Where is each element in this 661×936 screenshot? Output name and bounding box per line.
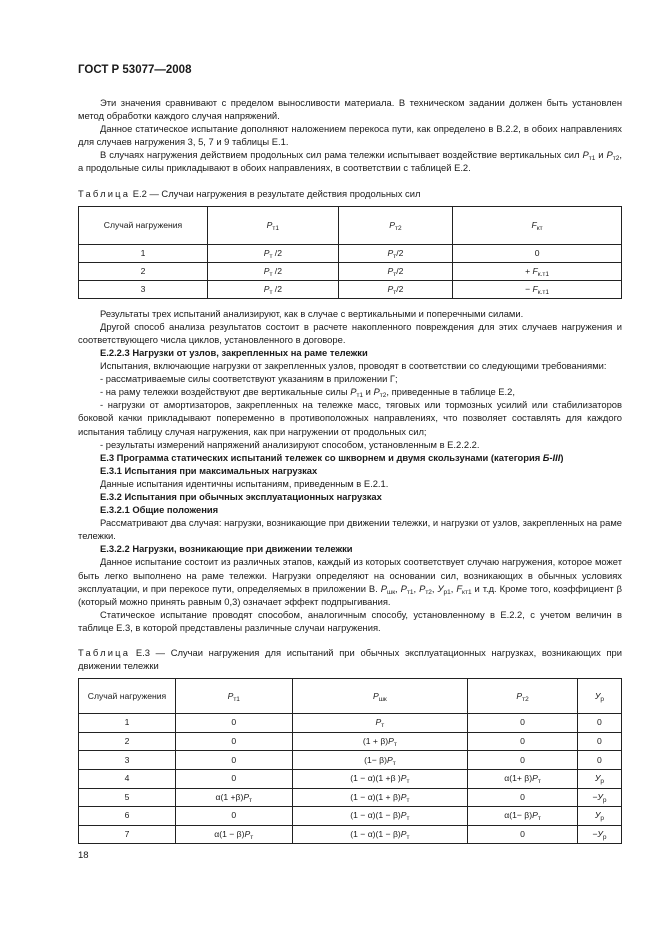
text-run: P — [380, 582, 387, 594]
text-run: P — [532, 773, 538, 784]
text-run: - на раму тележки воздействуют две вертикальные силы — [100, 386, 351, 398]
section-heading — [78, 542, 622, 555]
subscript: т — [406, 834, 410, 841]
text-section-a — [78, 96, 622, 175]
table-cell — [79, 751, 176, 770]
text-run: 0 — [231, 736, 237, 747]
text-run: Испытания, включающие нагрузки от закрепленных узлов, проводят в соответствии со следующими требованиями: — [100, 360, 607, 372]
paragraph — [78, 477, 622, 490]
table-cell — [338, 244, 452, 262]
table-cell — [468, 769, 578, 788]
subscript: т2 — [379, 392, 387, 400]
section-heading — [78, 346, 622, 359]
table-cell — [208, 280, 339, 298]
table-cell — [468, 807, 578, 826]
subscript: т — [406, 796, 410, 804]
text-run: −У — [592, 791, 603, 802]
text-run: и — [363, 386, 374, 398]
text-run: P — [582, 149, 589, 161]
text-run: Данные испытания идентичны испытаниям, приведенным в Е.2.1. — [100, 477, 389, 489]
page-number: 18 — [78, 850, 89, 861]
column-header — [292, 679, 468, 714]
table-row — [79, 825, 622, 844]
paragraph — [78, 398, 622, 437]
table-cell — [79, 244, 208, 262]
text-run: (1 − α)(1 − β) — [350, 829, 401, 839]
table-cell — [577, 714, 621, 733]
text-run: P — [400, 810, 407, 821]
subscript: т1 — [356, 392, 364, 400]
paragraph — [78, 96, 622, 122]
subscript: т — [393, 252, 397, 260]
text-run: , приведенные в таблице Е.2, — [386, 386, 515, 398]
text-run: P — [516, 690, 523, 701]
text-run: Случай нагружения — [87, 690, 167, 701]
paragraph — [78, 148, 622, 174]
subscript: т — [269, 270, 273, 278]
text-run: α(1+ β) — [504, 773, 533, 784]
table-row — [79, 244, 622, 262]
section-heading — [78, 451, 622, 464]
page-body — [78, 96, 622, 852]
text-run: P — [350, 386, 357, 398]
text-run: 0 — [597, 717, 602, 728]
text-run: , — [450, 582, 457, 594]
paragraph — [78, 359, 622, 372]
table-e3 — [78, 678, 622, 844]
text-run: α(1 − β) — [214, 829, 245, 839]
table-cell — [338, 262, 452, 280]
paragraph — [78, 608, 622, 634]
table-cell — [292, 769, 468, 788]
section-heading — [78, 503, 622, 516]
paragraph — [78, 320, 622, 346]
text-run: /2 — [272, 265, 282, 276]
text-run: 0 — [520, 736, 525, 747]
text-run: P — [375, 717, 382, 728]
text-run: P — [388, 736, 394, 747]
text-run: и — [595, 149, 607, 161]
table-row — [79, 714, 622, 733]
subscript: т — [393, 288, 397, 296]
table-cell — [468, 732, 578, 751]
text-run: P — [400, 773, 407, 784]
text-run: α(1 +β) — [215, 791, 244, 802]
text-run: (1 + β) — [362, 736, 389, 747]
text-run: F — [532, 265, 538, 276]
table-cell — [292, 751, 468, 770]
text-run: (1 − α)(1 − β) — [350, 810, 401, 821]
paragraph — [78, 122, 622, 148]
paragraph — [78, 516, 622, 542]
text-run: У — [594, 690, 601, 701]
paragraph — [78, 385, 622, 398]
table-cell — [338, 280, 452, 298]
paragraph — [78, 555, 622, 607]
subscript: р — [602, 796, 607, 804]
text-run: - рассматриваемые силы соответствуют указаниям в приложении Г; — [100, 373, 398, 385]
text-run: F — [456, 582, 463, 594]
table-cell — [79, 825, 176, 844]
text-run: 0 — [520, 754, 525, 765]
text-run: Е.3 Программа статических испытаний тележек со шкворнем и двумя скользунами (категория — [100, 451, 543, 463]
text-run: P — [263, 247, 270, 258]
text-run: P — [389, 219, 395, 230]
text-run: В случаях нагружения действием продольных сил рама тележки испытывает воздействие вертикальных сил — [100, 149, 583, 161]
text-run: Данное испытание состоит из различных этапов, каждый из которых соответствует случаю нагружения, которое может быть легко выполнено на раме тележки. Нагрузки определяют на основании сил, возникающих в обычных условиях эксплуатации, и при перекосе пути, определяемых в приложении В. — [78, 556, 622, 594]
text-run: Рассматривают два случая: нагрузки, возникающие при движении тележки, и нагрузки от узлов, закрепленных на раме тележки. — [78, 517, 622, 542]
text-run: P — [400, 791, 407, 802]
table-cell — [176, 769, 293, 788]
text-run: У — [437, 582, 444, 594]
document-header: ГОСТ Р 53077—2008 — [78, 64, 192, 76]
subscript: т — [406, 815, 410, 823]
text-run: Е.2.2.3 Нагрузки от узлов, закрепленных на раме тележки — [100, 346, 368, 358]
text-run: и т.д. Кроме того, коэффициент β (который можно принять равным 0,3) означает эффект подпрыгивания. — [78, 582, 623, 607]
table-row — [79, 751, 622, 770]
subscript: т2 — [522, 695, 529, 703]
text-run: 6 — [124, 810, 130, 821]
text-run: P — [244, 829, 251, 839]
table-cell — [176, 825, 293, 844]
table-cell — [176, 807, 293, 826]
column-header — [176, 679, 293, 714]
table-e2-caption: Таблица Е.2 — Случаи нагружения в результате действия продольных сил — [78, 187, 421, 199]
text-run: ) — [560, 451, 564, 463]
subscript: т — [537, 815, 541, 823]
text-run: 0 — [520, 791, 525, 802]
subscript: р1 — [443, 588, 451, 596]
table-cell — [577, 807, 621, 826]
text-section-b — [78, 307, 622, 634]
text-run: Эти значения сравнивают с пределом выносливости материала. В техническом задании должен быть установлен метод обработки каждого случая напряжений. — [78, 97, 622, 122]
section-heading — [78, 464, 622, 477]
text-run: У — [594, 810, 601, 821]
table-cell — [577, 732, 621, 751]
text-run: /2 — [396, 265, 404, 276]
text-run: P — [532, 810, 538, 821]
table-cell — [79, 280, 208, 298]
text-run: /2 — [396, 247, 404, 258]
table-cell — [453, 280, 622, 298]
subscript: т — [392, 759, 396, 767]
table-cell — [468, 825, 578, 844]
text-run: P — [400, 582, 407, 594]
text-run: 1 — [124, 717, 130, 728]
section-heading — [78, 490, 622, 503]
subscript: р — [600, 815, 604, 823]
text-run: F — [532, 283, 538, 294]
text-run: 0 — [534, 247, 540, 258]
table-cell — [79, 807, 176, 826]
text-run: −У — [592, 829, 603, 839]
table-cell — [292, 807, 468, 826]
text-run: P — [373, 386, 380, 398]
subscript: т1 — [233, 695, 240, 703]
paragraph — [78, 372, 622, 385]
text-run: 5 — [124, 791, 130, 802]
paragraph — [78, 307, 622, 320]
table-cell — [292, 732, 468, 751]
text-run: P — [387, 247, 394, 258]
column-header — [79, 679, 176, 714]
text-run: Случай нагружения — [103, 219, 183, 230]
table-row — [79, 280, 622, 298]
text-run: (1 − α)(1 +β ) — [350, 773, 401, 784]
text-run: (1− β) — [364, 754, 387, 765]
table-row — [79, 769, 622, 788]
table-row — [79, 262, 622, 280]
text-run: /2 — [396, 283, 404, 294]
text-run: α(1− β) — [504, 810, 533, 821]
table-cell — [453, 262, 622, 280]
table-cell — [468, 788, 578, 807]
subscript: кт1 — [462, 588, 472, 596]
table-e2 — [78, 206, 622, 299]
text-run: - результаты измерений напряжений анализируют способом, установленным в Е.2.2.2. — [100, 438, 480, 450]
column-header — [338, 206, 452, 244]
subscript: р — [600, 778, 604, 786]
subscript: шк — [378, 695, 387, 703]
text-run: Статическое испытание проводят способом, аналогичным способу, установленному в Е.2.2, с учетом величин в таблице Е.3, в которой представлены различные случаи нагружения. — [78, 608, 622, 633]
text-run: Данное статическое испытание дополняют наложением перекоса пути, как определено в В.2.2, в обоих направлениях для случаев нагружения 3, 5, 7 и 9 таблицы Е.1. — [78, 123, 622, 148]
table-cell — [208, 262, 339, 280]
table-cell — [79, 262, 208, 280]
text-run: 0 — [597, 736, 602, 747]
text-run: P — [266, 219, 273, 230]
table-cell — [453, 244, 622, 262]
subscript: т — [269, 288, 273, 296]
subscript: т — [537, 778, 541, 786]
subscript: т — [269, 252, 273, 260]
text-run: Другой способ анализа результатов состоит в расчете накопленного повреждения для этих случаев нагружения и соответствующего числа циклов, установленного в договоре. — [78, 320, 622, 345]
subscript: к.т1 — [537, 288, 550, 296]
table-cell — [292, 788, 468, 807]
text-run: /2 — [272, 247, 282, 258]
table-row — [79, 732, 622, 751]
text-run: + — [525, 265, 533, 276]
table-header-row — [79, 206, 622, 244]
subscript: т2 — [612, 155, 620, 163]
text-run: P — [400, 829, 407, 839]
table-header-row — [79, 679, 622, 714]
subscript: шк — [386, 588, 396, 596]
text-run: /2 — [272, 283, 282, 294]
table-cell — [79, 788, 176, 807]
text-run: 1 — [140, 247, 146, 258]
text-run: P — [387, 265, 394, 276]
table-cell — [79, 732, 176, 751]
subscript: т1 — [272, 224, 279, 232]
subscript: т — [406, 778, 410, 786]
text-run: , — [395, 582, 401, 594]
text-run: 0 — [520, 717, 525, 728]
text-run: P — [243, 791, 250, 802]
text-run: P — [419, 582, 426, 594]
text-run: , а продольные силы прикладывают в обоих направлениях, в соответствии с таблицей Е.2. — [78, 149, 622, 174]
table-cell — [577, 788, 621, 807]
text-run: , — [413, 582, 420, 594]
text-run: P — [387, 283, 394, 294]
text-run: P — [372, 690, 379, 701]
column-header — [577, 679, 621, 714]
text-run: - нагрузки от амортизаторов, закрепленных на тележке масс, тяговых или тормозных усилий или стабилизаторов боковой качки прикладывают попеременно в противоположных направлениях, что позволяет составлять для каждого испытания таблицу случая нагружения, как при нагружении от продольных сил; — [78, 399, 622, 437]
text-run: 0 — [520, 829, 525, 839]
table-row — [79, 807, 622, 826]
subscript: р — [602, 834, 607, 841]
subscript: кт — [536, 224, 543, 232]
text-run: F — [531, 219, 537, 230]
text-run: 0 — [231, 717, 237, 728]
text-run: P — [386, 754, 393, 765]
table-e3-caption: Таблица Е.3 — Случаи нагружения для испытаний при обычных эксплуатационных нагрузках, возникающих при движении тележки — [78, 647, 622, 672]
subscript: т — [249, 796, 253, 804]
text-run: (1 − α)(1 + β) — [350, 791, 401, 802]
subscript: т2 — [425, 588, 432, 596]
text-run: 3 — [140, 283, 146, 294]
table-cell — [79, 714, 176, 733]
subscript: р — [600, 695, 604, 703]
table-cell — [468, 714, 578, 733]
text-run: P — [263, 265, 270, 276]
subscript: т1 — [588, 155, 596, 163]
table-cell — [577, 751, 621, 770]
column-header — [468, 679, 578, 714]
table-cell — [292, 825, 468, 844]
subscript: т — [393, 741, 397, 749]
text-run: P — [263, 283, 270, 294]
text-run: 2 — [124, 736, 130, 747]
table-cell — [577, 769, 621, 788]
text-run: 0 — [597, 754, 602, 765]
text-run: P — [606, 149, 613, 161]
column-header — [79, 206, 208, 244]
table-cell — [292, 714, 468, 733]
table-cell — [176, 732, 293, 751]
text-run: Е.3.2 Испытания при обычных эксплуатационных нагрузках — [100, 490, 382, 502]
table-cell — [176, 751, 293, 770]
table-cell — [176, 788, 293, 807]
text-run: − — [525, 283, 533, 294]
text-run: 3 — [124, 754, 130, 765]
text-run: 4 — [124, 773, 130, 784]
subscript: т — [250, 834, 254, 841]
subscript: к.т1 — [537, 270, 550, 278]
column-header — [453, 206, 622, 244]
table-cell — [176, 714, 293, 733]
subscript: т — [393, 270, 397, 278]
text-run: У — [594, 773, 601, 784]
paragraph — [78, 438, 622, 451]
table-cell — [79, 769, 176, 788]
text-run: 7 — [124, 829, 130, 839]
table-cell — [468, 751, 578, 770]
text-run: 0 — [231, 773, 237, 784]
text-run: Е.3.2.1 Общие положения — [100, 504, 219, 516]
text-run: Результаты трех испытаний анализируют, как в случае с вертикальными и поперечными силами. — [100, 307, 524, 319]
subscript: т2 — [395, 224, 402, 232]
table-cell — [208, 244, 339, 262]
table-row — [79, 788, 622, 807]
text-run: Е.3.2.2 Нагрузки, возникающие при движении тележки — [100, 543, 353, 555]
text-run: 0 — [231, 754, 237, 765]
text-run: P — [227, 690, 234, 701]
text-run: 2 — [140, 265, 146, 276]
column-header — [208, 206, 339, 244]
text-run: Е.3.1 Испытания при максимальных нагрузках — [100, 464, 318, 476]
table-cell — [577, 825, 621, 844]
subscript: т1 — [406, 588, 414, 596]
text-run: Б-III — [542, 451, 561, 463]
text-run: , — [431, 582, 438, 594]
subscript: т — [381, 722, 385, 730]
text-run: 0 — [231, 810, 237, 821]
